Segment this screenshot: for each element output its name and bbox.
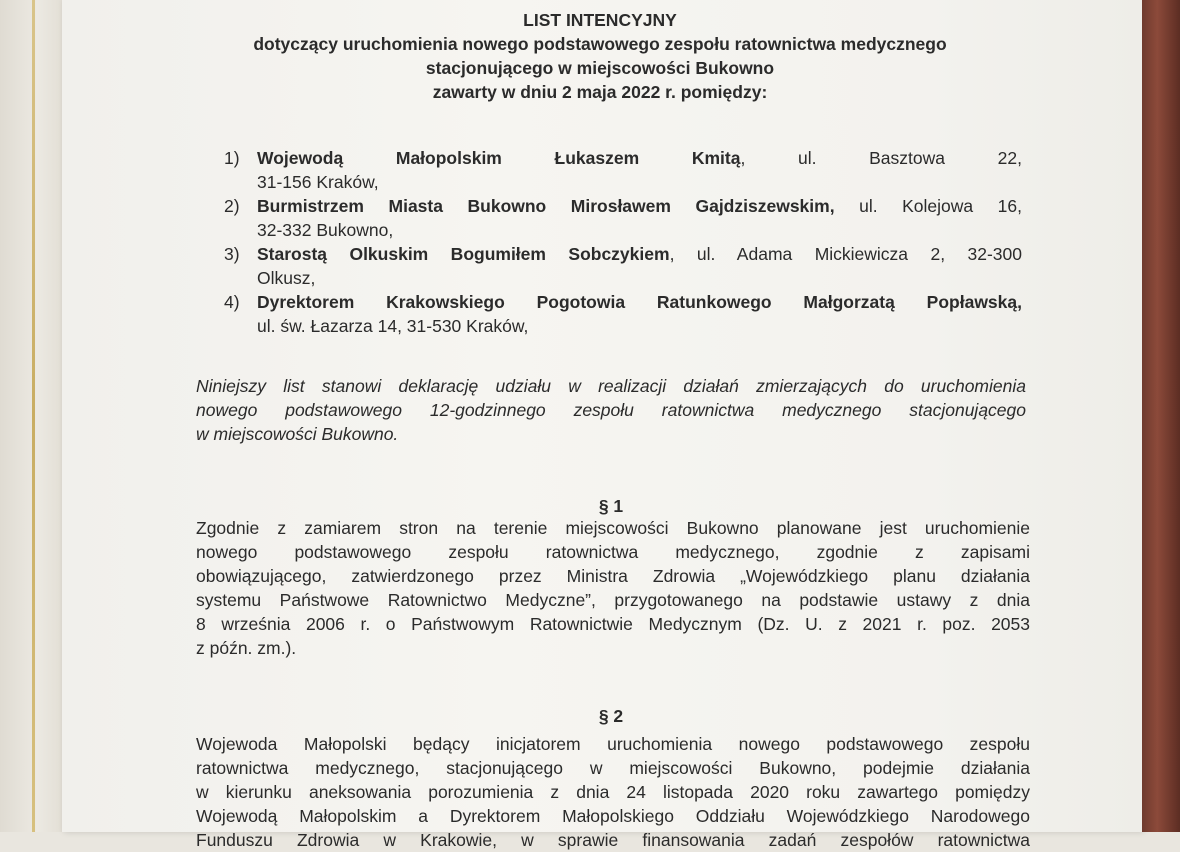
document-subtitle-line3: zawarty w dniu 2 maja 2022 r. pomiędzy: xyxy=(432,82,768,102)
party-name: Starostą Olkuskim Bogumiłem Sobczykiem xyxy=(257,244,670,264)
section2-line: Wojewoda Małopolski będący inicjatorem uruchomienia nowego podstawowego zespołu xyxy=(196,734,1030,754)
party-address: , ul. Adama Mickiewicza 2, 32-300 xyxy=(669,244,1022,264)
party-name: Dyrektorem Krakowskiego Pogotowia Ratunkowego Małgorzatą Popławską, xyxy=(257,292,1022,312)
intro-line: nowego podstawowego 12-godzinnego zespołu ratownictwa medycznego stacjonującego xyxy=(196,400,1026,420)
section2-line: w kierunku aneksowania porozumienia z dnia 24 listopada 2020 roku zawartego pomiędzy xyxy=(196,782,1030,802)
section2-line: ratownictwa medycznego, stacjonującego w miejscowości Bukowno, podejmie działania xyxy=(196,758,1030,778)
party-item xyxy=(224,146,1024,194)
party-address-line2: ul. św. Łazarza 14, 31-530 Kraków, xyxy=(257,316,529,336)
party-address: , ul. Basztowa 22, xyxy=(740,148,1022,168)
intro-line: w miejscowości Bukowno. xyxy=(196,424,399,444)
document-subtitle-line1: dotyczący uruchomienia nowego podstawowego zespołu ratownictwa medycznego xyxy=(253,34,947,54)
document-header xyxy=(200,8,1000,104)
section1-line: obowiązującego, zatwierdzonego przez Ministra Zdrowia „Wojewódzkiego planu działania xyxy=(196,566,1030,586)
party-item xyxy=(224,194,1024,242)
section1-line: systemu Państwowe Ratownictwo Medyczne”, przygotowanego na podstawie ustawy z dnia xyxy=(196,590,1030,610)
party-item xyxy=(224,242,1024,290)
section1-heading: § 1 xyxy=(598,496,624,516)
intro-paragraph xyxy=(196,374,1026,446)
parties-list xyxy=(224,146,1024,338)
intro-line: Niniejszy list stanowi deklarację udziału w realizacji działań zmierzających do uruchomienia xyxy=(196,376,1026,396)
section1-body xyxy=(196,516,1030,660)
party-number: 1) xyxy=(224,148,240,168)
document-subtitle-line2: stacjonującego w miejscowości Bukowno xyxy=(425,58,775,78)
section1-line: Zgodnie z zamiarem stron na terenie miejscowości Bukowno planowane jest uruchomienie xyxy=(196,518,1030,538)
section2-body xyxy=(196,732,1030,852)
party-item xyxy=(224,290,1024,338)
document-title: LIST INTENCYJNY xyxy=(523,10,677,30)
party-address-line2: 31-156 Kraków, xyxy=(257,172,379,192)
section1-line: z późn. zm.). xyxy=(196,638,297,658)
party-number: 2) xyxy=(224,196,240,216)
section2-heading: § 2 xyxy=(598,706,624,726)
party-name: Wojewodą Małopolskim Łukaszem Kmitą xyxy=(257,148,741,168)
party-name: Burmistrzem Miasta Bukowno Mirosławem Gajdziszewskim, xyxy=(257,196,835,216)
section1-line: nowego podstawowego zespołu ratownictwa medycznego, zgodnie z zapisami xyxy=(196,542,1030,562)
section1-line: 8 września 2006 r. o Państwowym Ratownictwie Medycznym (Dz. U. z 2021 r. poz. 2053 xyxy=(196,614,1030,634)
party-address: ul. Kolejowa 16, xyxy=(834,196,1023,216)
party-address-line2: 32-332 Bukowno, xyxy=(257,220,394,240)
party-number: 3) xyxy=(224,244,240,264)
party-address-line2: Olkusz, xyxy=(257,268,316,288)
section2-line: Wojewodą Małopolskim a Dyrektorem Małopolskiego Oddziału Wojewódzkiego Narodowego xyxy=(196,806,1030,826)
party-number: 4) xyxy=(224,292,240,312)
section2-line: Funduszu Zdrowia w Krakowie, w sprawie finansowania zadań zespołów ratownictwa xyxy=(196,830,1030,850)
